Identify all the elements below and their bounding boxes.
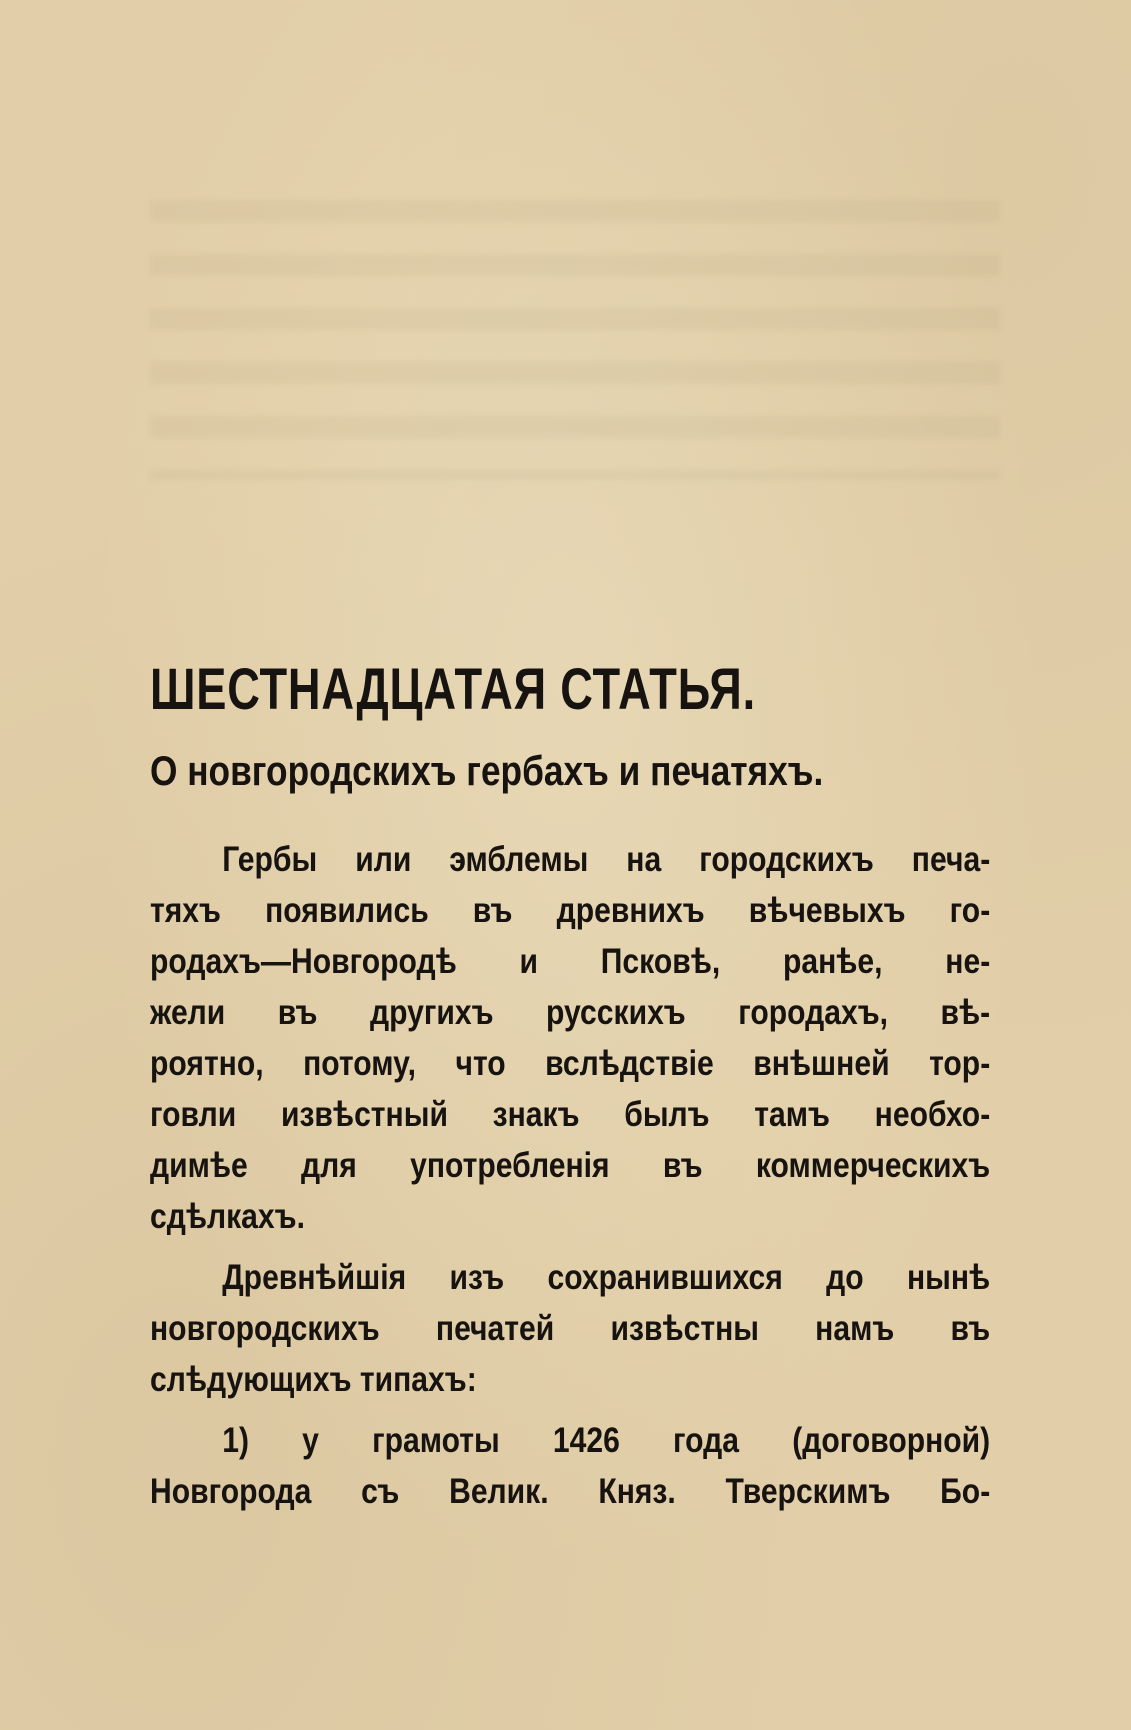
text-line: сдѣлкахъ. bbox=[150, 1197, 305, 1236]
text-line: Гербы или эмблемы на городскихъ печа- bbox=[222, 840, 991, 879]
text-line: слѣдующихъ типахъ: bbox=[150, 1360, 477, 1399]
text-line: жели въ другихъ русскихъ городахъ, вѣ- bbox=[150, 993, 991, 1032]
paragraph bbox=[150, 834, 990, 1242]
text-line: роятно, потому, что вслѣдствіе внѣшней тор- bbox=[150, 1044, 991, 1083]
bleed-through-text bbox=[150, 200, 1000, 480]
text-line: родахъ—Новгородѣ и Псковѣ, ранѣе, не- bbox=[150, 942, 991, 981]
body-text bbox=[150, 834, 990, 1517]
text-block bbox=[150, 655, 990, 1517]
paragraph bbox=[150, 1415, 990, 1517]
chapter-heading: ШЕСТНАДЦАТАЯ СТАТЬЯ. bbox=[150, 657, 756, 722]
paragraph bbox=[150, 1252, 990, 1405]
chapter-subtitle: О новгородскихъ гербахъ и печатяхъ. bbox=[150, 747, 824, 794]
text-line: Новгорода съ Велик. Княз. Тверскимъ Бо- bbox=[150, 1472, 991, 1511]
text-line: говли извѣстный знакъ былъ тамъ необхо- bbox=[150, 1095, 991, 1134]
text-line: 1) у грамоты 1426 года (договорной) bbox=[222, 1421, 991, 1460]
text-line: димѣе для употребленія въ коммерческихъ bbox=[150, 1146, 991, 1185]
text-line: новгородскихъ печатей извѣстны намъ въ bbox=[150, 1309, 991, 1348]
text-line: тяхъ появились въ древнихъ вѣчевыхъ го- bbox=[150, 891, 991, 930]
text-line: Древнѣйшія изъ сохранившихся до нынѣ bbox=[222, 1258, 991, 1297]
